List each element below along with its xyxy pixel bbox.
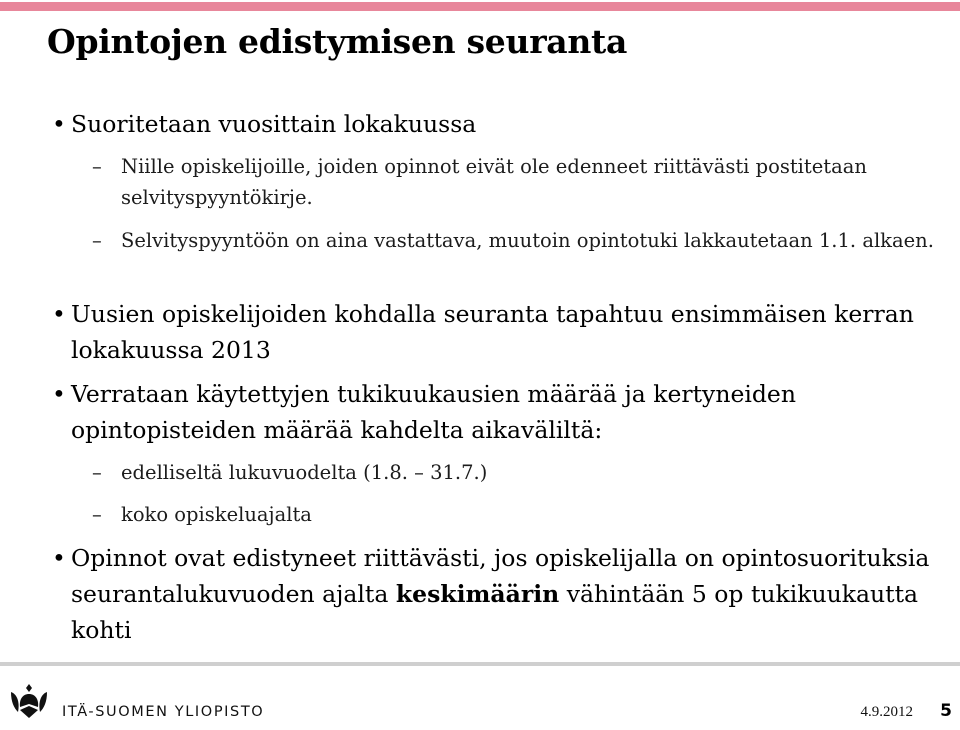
bullet-3-sub-2 xyxy=(92,499,952,530)
bullet-1-sub-2 xyxy=(92,225,952,256)
sub-bullet-dash: – xyxy=(92,155,102,178)
sub-bullet-dash: – xyxy=(92,461,102,484)
university-name: ITÄ-SUOMEN YLIOPISTO xyxy=(62,704,265,720)
slide-date: 4.9.2012 xyxy=(860,704,913,720)
bullet-4-text-before: Opinnot ovat edistyneet riittävästi, jos opiskelijalla on opintosuorituksia seurantalukuvuoden ajalta xyxy=(71,544,930,608)
bullet-4-text xyxy=(71,540,932,648)
top-accent-rule xyxy=(0,2,960,11)
bullet-dot: • xyxy=(52,300,66,328)
bullet-1-sub-1-text: Niille opiskelijoille, joiden opinnot eivät ole edenneet riittävästi postitetaan selvityspyyntökirje. xyxy=(121,155,867,209)
bullet-3-sub-1-text: edelliseltä lukuvuodelta (1.8. – 31.7.) xyxy=(121,461,488,484)
bullet-1-text: Suoritetaan vuosittain lokakuussa xyxy=(71,110,477,138)
bullet-2-text: Uusien opiskelijoiden kohdalla seuranta tapahtuu ensimmäisen kerran lokakuussa 2013 xyxy=(71,300,914,364)
bullet-dot: • xyxy=(52,544,66,572)
footer xyxy=(0,666,960,730)
bullet-2 xyxy=(52,296,932,368)
slide-number: 5 xyxy=(940,701,952,721)
university-logo-icon xyxy=(8,680,50,720)
bullet-dot: • xyxy=(52,380,66,408)
bullet-4 xyxy=(52,540,932,648)
sub-bullet-dash: – xyxy=(92,229,102,252)
bullet-1-sub-1 xyxy=(92,151,952,213)
bullet-1-sub-2-text: Selvityspyyntöön on aina vastattava, muutoin opintotuki lakkautetaan 1.1. alkaen. xyxy=(121,229,934,252)
sub-bullet-dash: – xyxy=(92,503,102,526)
bullet-3 xyxy=(52,376,932,448)
bullet-3-text: Verrataan käytettyjen tukikuukausien määrää ja kertyneiden opintopisteiden määrää kahdelta aikaväliltä: xyxy=(71,380,796,444)
bullet-dot: • xyxy=(52,110,66,138)
bullet-3-sub-1 xyxy=(92,457,952,488)
bullet-3-sub-2-text: koko opiskeluajalta xyxy=(121,503,312,526)
slide-title: Opintojen edistymisen seuranta xyxy=(47,22,628,61)
bullet-4-emphasis: keskimäärin xyxy=(395,580,560,608)
bullet-1 xyxy=(52,106,932,142)
bullet-4-text-after: vähintään 5 op tukikuukautta kohti xyxy=(71,580,919,644)
